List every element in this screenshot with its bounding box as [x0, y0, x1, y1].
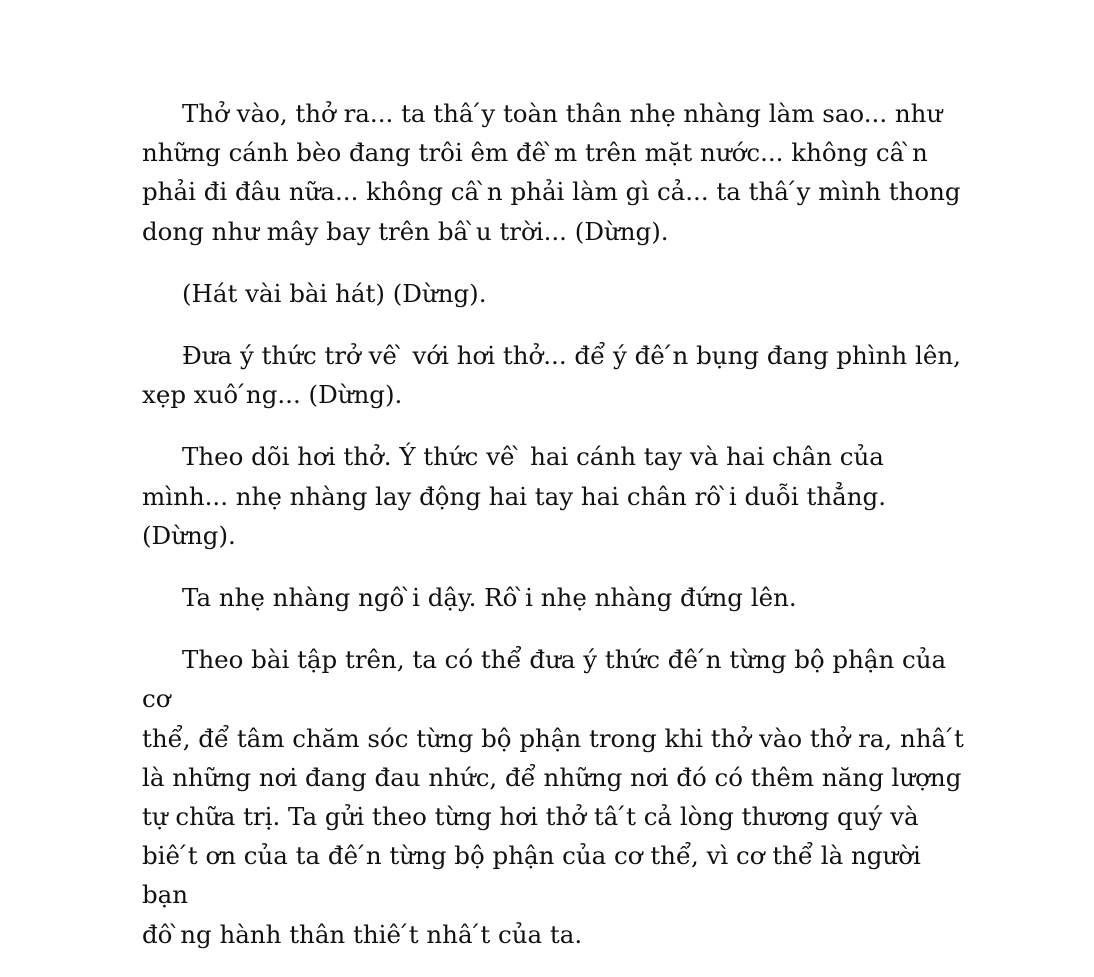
- paragraph-line: Theo bài tập trên, ta có thể đưa ý thức đê ́n từng bộ phận của cơ: [142, 645, 947, 714]
- paragraph-line: những cánh bèo đang trôi êm đê ̀m trên mặt nước... không câ ̀n: [142, 138, 928, 168]
- paragraph-singing: [142, 274, 972, 313]
- paragraph-body-care: [142, 640, 972, 954]
- paragraph-line: tự chữa trị. Ta gửi theo từng hơi thở tâ ́t cả lòng thương quý và: [142, 802, 919, 832]
- paragraph-awareness-breath: [142, 336, 972, 414]
- paragraph-line: mình... nhẹ nhàng lay động hai tay hai chân rô ̀i duỗi thẳng.: [142, 481, 886, 511]
- paragraph-line: Theo dõi hơi thở. Ý thức vê ̀ hai cánh tay và hai chân của: [182, 442, 884, 472]
- paragraph-line: thể, để tâm chăm sóc từng bộ phận trong khi thở vào thở ra, nhâ ́t: [142, 723, 964, 753]
- paragraph-line: đô ̀ng hành thân thiê ́t nhâ ́t của ta.: [142, 919, 583, 949]
- document-body: [142, 94, 972, 977]
- paragraph-breathing: [142, 94, 972, 251]
- paragraph-line: dong như mây bay trên bâ ̀u trời... (Dừng).: [142, 216, 669, 246]
- paragraph-line: (Hát vài bài hát) (Dừng).: [182, 278, 487, 308]
- paragraph-line: là những nơi đang đau nhức, để những nơi đó có thêm năng lượng: [142, 762, 962, 792]
- paragraph-line: Đưa ý thức trở vê ̀ với hơi thở... để ý đê ́n bụng đang phình lên,: [182, 341, 961, 371]
- paragraph-line: xẹp xuô ́ng... (Dừng).: [142, 380, 403, 410]
- paragraph-arms-legs: [142, 437, 972, 555]
- paragraph-sit-up: [142, 578, 972, 617]
- paragraph-line: (Dừng).: [142, 520, 236, 550]
- paragraph-line: Thở vào, thở ra... ta thâ ́y toàn thân nhẹ nhàng làm sao... như: [182, 99, 943, 128]
- paragraph-line: biê ́t ơn của ta đê ́n từng bộ phận của cơ thể, vì cơ thể là người bạn: [142, 841, 921, 910]
- paragraph-line: phải đi đâu nữa... không câ ̀n phải làm gì cả... ta thâ ́y mình thong: [142, 177, 961, 207]
- paragraph-line: Ta nhẹ nhàng ngô ̀i dậy. Rô ̀i nhẹ nhàng đứng lên.: [182, 583, 797, 613]
